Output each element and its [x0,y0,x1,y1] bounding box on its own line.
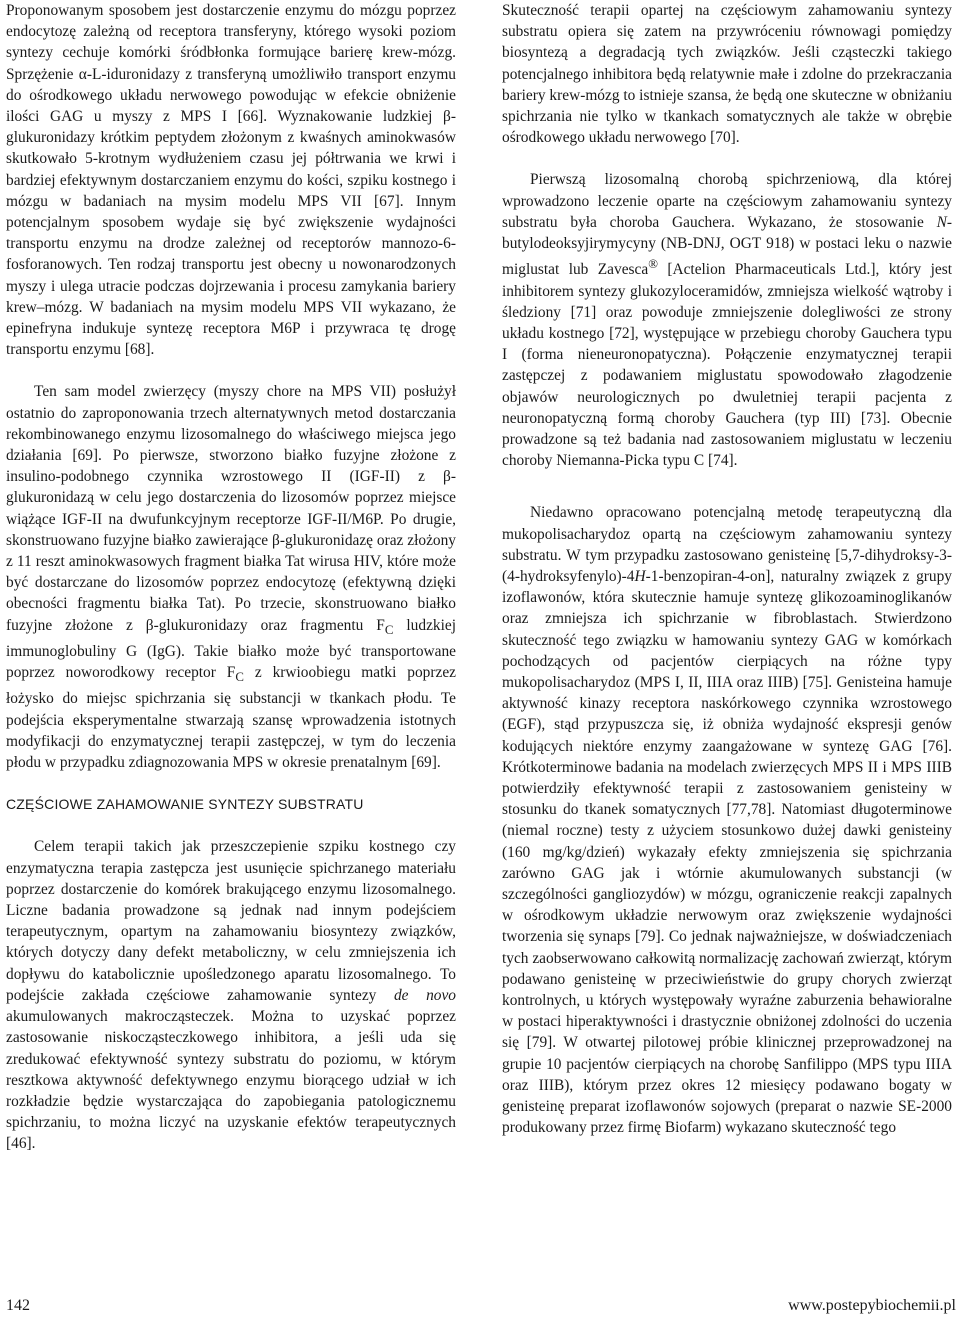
paragraph-gap [502,148,952,169]
left-column [6,0,456,1155]
paragraph-gap [6,773,456,794]
paragraph-gap [6,360,456,381]
page-number: 142 [6,1297,30,1314]
page-footer [6,1297,956,1319]
paragraph-gap [502,492,952,502]
body-paragraph: Celem terapii takich jak przeszczepienie szpiku kostnego czy enzymatyczna terapia zastępcza jest usunięcie spichrzanego materiału poprzez dostarczenie do komórek brakującego enzymu lizosomalnego. Liczne badania prowadzone są jednak nad innym podejściem terapeutycznym, opartym na zahamowaniu biosyntezy związków, których dotyczy dany defekt metaboliczny, w celu zmniejszenia ich dopływu do katabolicznie upośledzonego aparatu lizosomalnego. To podejście zakłada częściowe zahamowanie syntezy de novo akumulowanych makrocząsteczek. Można to uzyskać poprzez zastosowanie niskocząsteczkowego inhibitora, a jeśli uda się zredukować efektywność syntezy substratu do poziomu, w którym resztkowa aktywność defektywnego enzymu biorącego udział w ich rozkładzie będzie wystarczająca do zapobiegania patologicznemu spichrzaniu, to można liczyć na uzyskanie efektów terapeutycznych [46]. [6,838,456,1153]
body-paragraph: Pierwszą lizosomalną chorobą spichrzeniową, dla której wprowadzono leczenie oparte na częściowym zahamowaniu syntezy substratu była choroba Gauchera. Wykazano, że stosowanie N-butylodeoksyjirymycyny (NB-DNJ, OGT 918) w postaci leku o nazwie miglustat lub Zavesca® [Actelion Pharmaceuticals Ltd.], który jest inhibitorem syntezy glukozyloceramidów, zmniejsza wielkość wątroby i śledziony [71] oraz powoduje zmniejszenie dolegliwości ze strony układu kostnego [72], występujące w przebiegu choroby Gauchera typu I (forma nieneuronopatyczna). Połączenie enzymatycznej terapii zastępczej z podawaniem miglustatu spowodowało złagodzenie objawów neurologicznych po dwuletniej terapii pacjenta z neuronopatyczną formą choroby Gauchera (typ III) [73]. Obecnie prowadzone są też badania nad zastosowaniem miglustatu w leczeniu choroby Niemanna-Picka typu C [74]. [502,171,953,470]
body-paragraph: Skuteczność terapii opartej na częściowym zahamowaniu syntezy substratu opiera się zatem na przywróceniu równowagi pomiędzy biosyntezą a degradacją tych związków. Jeśli cząsteczki takiego potencjalnego inhibitora będą relatywnie małe i zdolne do przekraczania bariery krew-mózg to istnieje szansa, że będą one skuteczne w obniżaniu spichrzania nie tylko w tkankach somatycznych ale także w obrębie ośrodkowego układu nerwowego [70]. [502,2,952,147]
right-column [502,0,952,1138]
paragraph-gap [502,471,952,492]
body-paragraph: Ten sam model zwierzęcy (myszy chore na MPS VII) posłużył ostatnio do zaproponowania trzech alternatywnych metod dostarczania rekombinowanego enzymu lizosomalnego do właściwego miejsca jego działania [69]. Po pierwsze, stworzono białko fuzyjne złożone z insulino-podobnego czynnika wzrostowego II (IGF-II) z β-glukuronidazą w celu jego dostarczenia do lizosomów poprzez miejsce wiążące IGF-II na dwufunkcyjnym receptorze IGF-II/M6P. Po drugie, skonstruowano fuzyjne białko zawierające β-glukuronidazę oraz złożony z 11 reszt aminokwasowych fragment białka Tat wirusa HIV, które może być dostarczane do lizosomów poprzez endocytozę (efektywną dzięki obecności fragmentu białka Tat). Po trzecie, skonstruowano białko fuzyjne złożone z β-glukuronidazy oraz fragmentu $F_C$ ludzkiej immunoglobuliny G (IgG). Takie białko może być transportowane poprzez noworodkowy receptor $F_C$ z krwioobiegu matki poprzez łożysko do miejsc spichrzania się substancji w tkankach płodu. Te podejścia eksperymentalne stwarzają szansę wprowadzenia istotnych modyfikacji do enzymatycznej terapii zastępczej, w tym do leczenia płodu w przypadku zdiagnozowania MPS w okresie prenatalnym [69]. [6,383,456,772]
body-paragraph: Proponowanym sposobem jest dostarczenie enzymu do mózgu poprzez endocytozę zależną od receptora transferyny, którego wysoki poziom syntezy cechuje komórki śródbłonka formujące barierę krew-mózg. Sprzężenie α-L-iduronidazy z transferyną umożliwiło transport enzymu do ośrodkowego układu nerwowego powodując w efekcie obniżenie ilości GAG u myszy z MPS I [66]. Wyznakowanie ludzkiej β-glukuronidazy krótkim peptydem złożonym z kwaśnych aminokwasów skutkowało 5-krotnym wydłużeniem czasu jej półtrwania we krwi i bardziej efektywnym dostarczaniem enzymu do kości, szpiku kostnego i mózgu w badaniach na mysim modelu MPS VII [67]. Innym potencjalnym sposobem wydaje się być zwiększenie wydajności transportu enzymu na drodze zależnej od receptorów mannozo-6-fosforanowych. Ten rodzaj transportu jest obecny u nowonarodzonych myszy i ulega utracie podczas dojrzewania i procesu zamykania bariery krew–mózg. W badaniach na mysim modelu MPS VII wykazano, że epinefryna indukuje syntezę receptora M6P i przywraca tę drogę transportu enzymu [68]. [6,2,456,359]
journal-website: www.postepybiochemii.pl [788,1297,956,1314]
section-heading: CZĘŚCIOWE ZAHAMOWANIE SYNTEZY SUBSTRATU [6,796,364,813]
paragraph-gap [6,815,456,836]
body-paragraph: Niedawno opracowano potencjalną metodę terapeutyczną dla mukopolisacharydoz opartą na częściowym zahamowaniu syntezy substratu. W tym przypadku zastosowano genisteinę [5,7-dihydroksy-3-(4-hydroksyfenylo)-4H-1-benzopiran-4-on], naturalny związek z grupy izoflawonów, która skutecznie hamuje syntezę glikozoaminoglikanów oraz zmniejsza ich spichrzanie w fibroblastach. Stwierdzono skuteczność tego związku w hamowaniu syntezy GAG w komórkach pochodzących od pacjentów cierpiących na różne typy mukopolisacharydoz (MPS I, II, IIIA oraz IIIB) [75]. Genisteina hamuje aktywność kinazy receptora naskórkowego czynnika wzrostowego (EGF), stąd przypuszcza się, iż obniża wydajność ekspresji genów kodujących niektóre enzymy zaangażowane w syntezę GAG [76]. Krótkoterminowe badania na modelach zwierzęcych MPS II i MPS IIIB potwierdziły efektywność terapii z zastosowaniem genisteiny w stosunku do tkanek somatycznych [77,78]. Natomiast długoterminowe (niemal roczne) testy z użyciem stosunkowo dużej dawki genisteiny (160 mg/kg/dzień) wykazały efekty zmniejszenia się spichrzania zarówno GAG jak i wtórnie akumulowanych substancji (w szczególności gangliozydów) w mózgu, ograniczenie reakcji zapalnych w ośrodkowym układzie nerwowym oraz zwiększenie wydajności tworzenia się synaps [79]. Co jednak najważniejsze, w doświadczeniach tych zaobserwowano całkowitą normalizację zachowań zwierząt, którym podawano genisteinę w przeciwieństwie do grupy chorych zwierząt kontrolnych, u których występowały wyraźne zaburzenia behawioralne w postaci hiperaktywności i drastycznie obniżonej zdolności do uczenia się [79]. W otwartej pilotowej próbie klinicznej przeprowadzonej na grupie 10 pacjentów cierpiących na chorobę Sanfilippo (MPS typu IIIA oraz IIIB), którym przez okres 12 miesięcy podawano bogaty w genisteinę preparat izoflawonów sojowych (preparat o nazwie SE-2000 produkowany przez firmę Biofarm) wykazano skuteczność tego [502,504,952,1137]
